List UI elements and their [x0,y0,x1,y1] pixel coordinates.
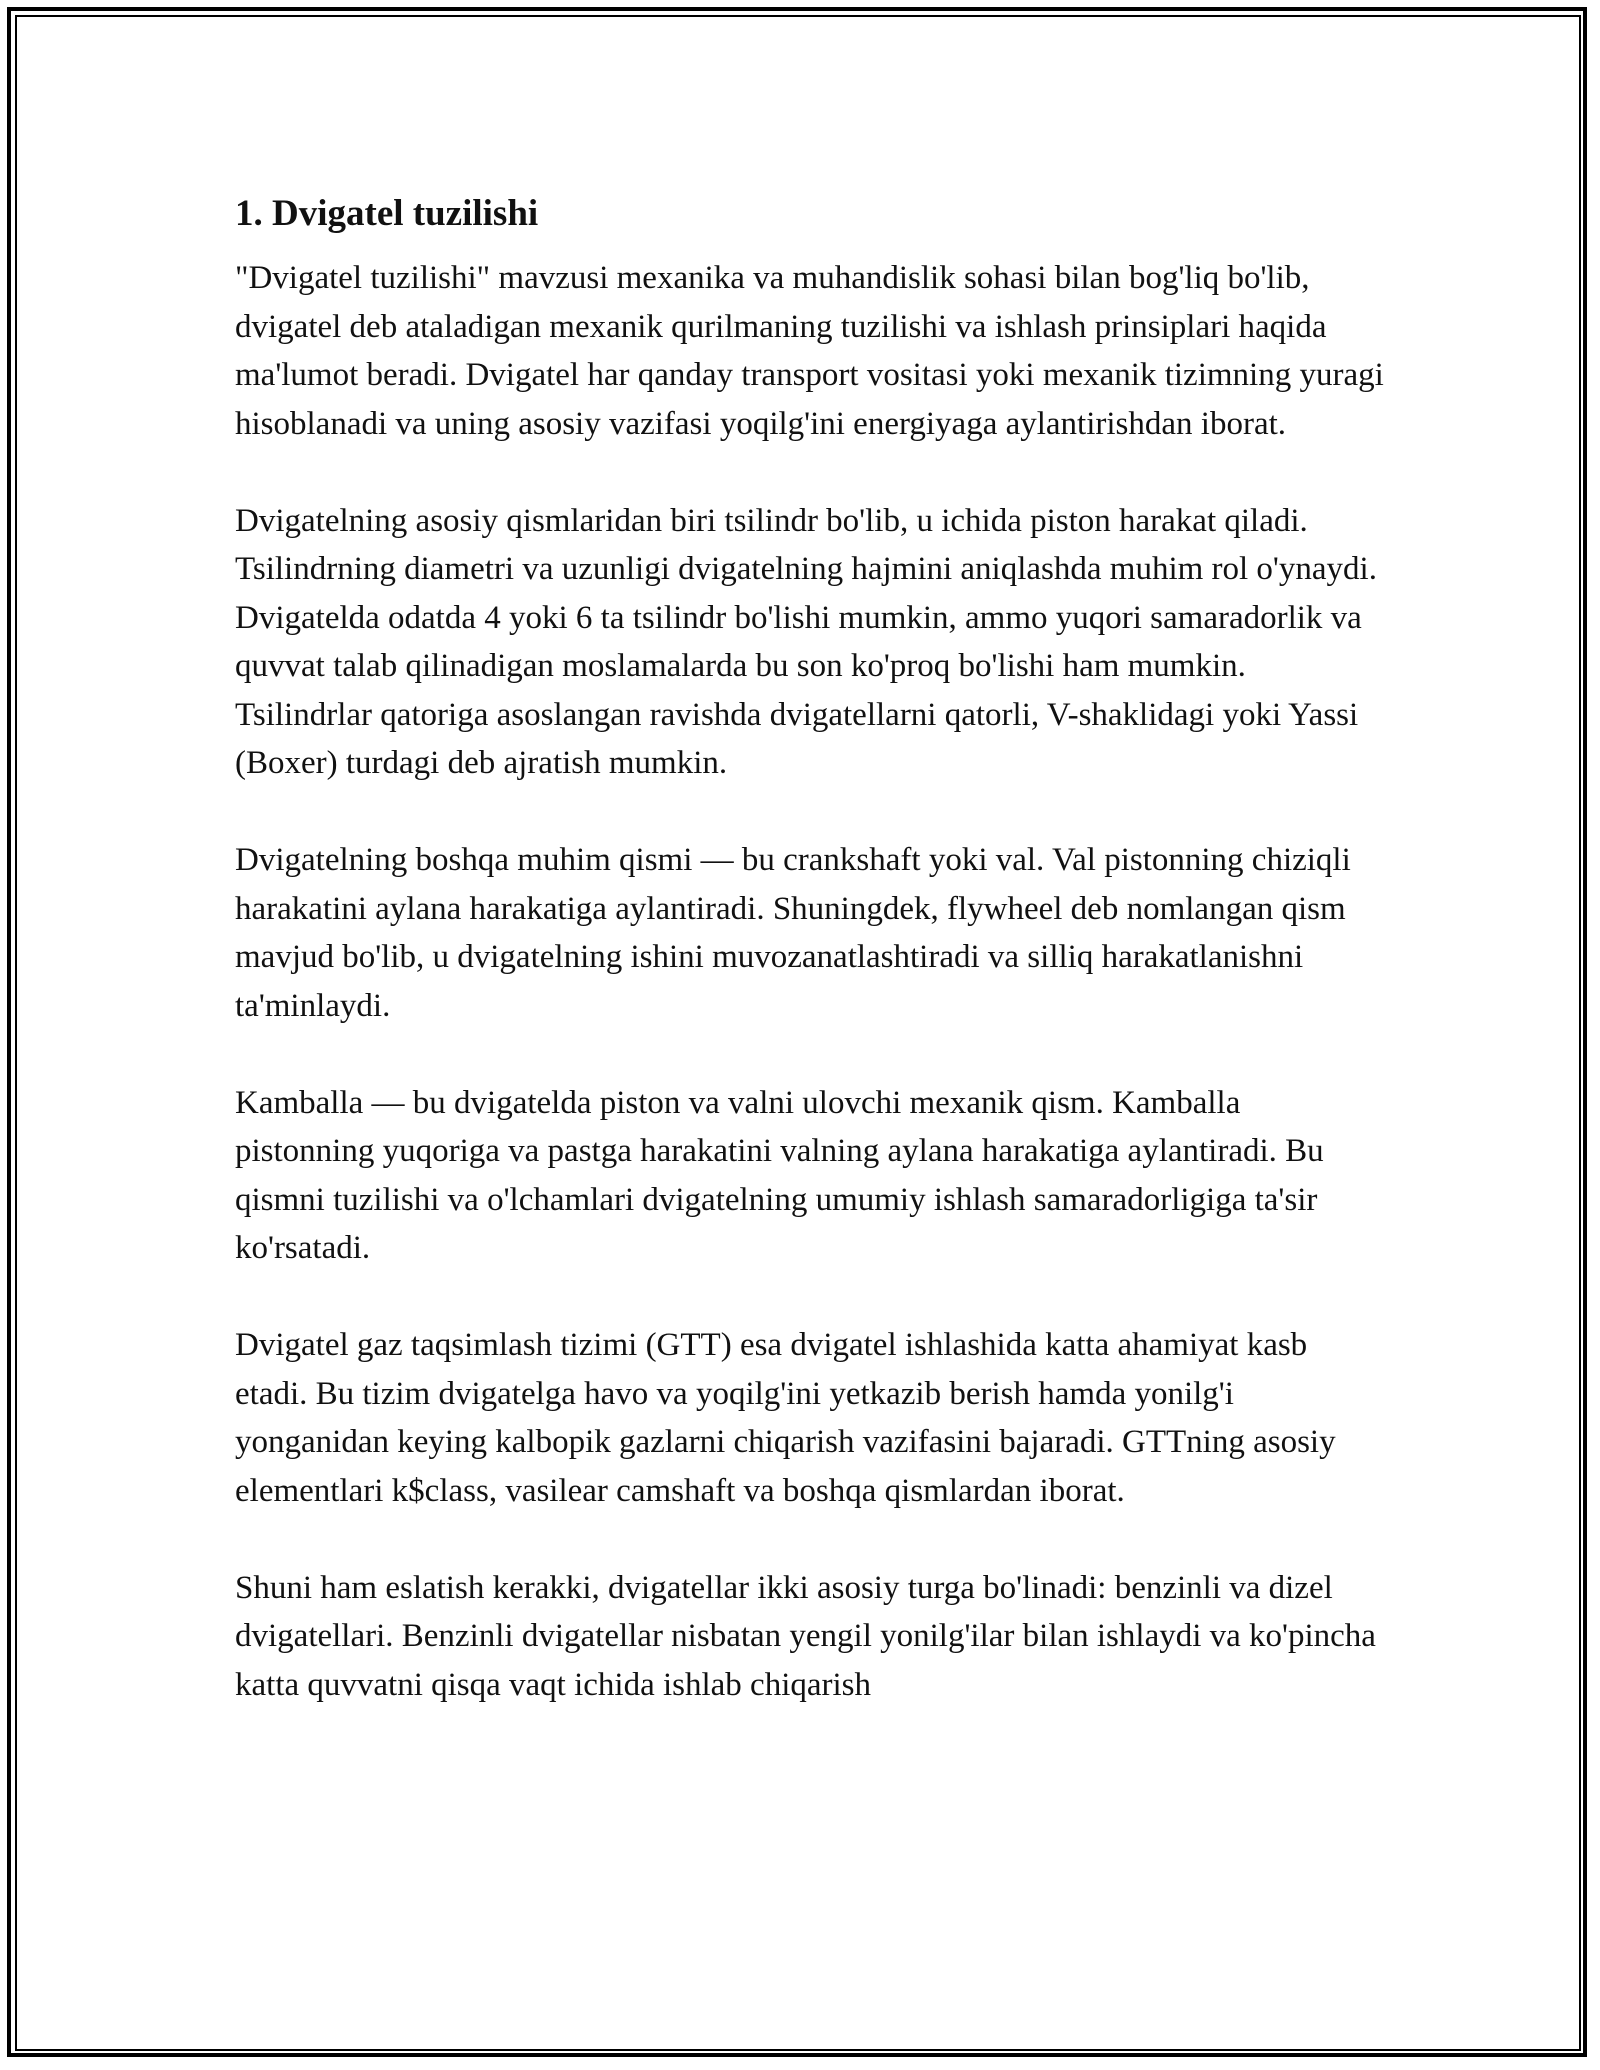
paragraph-gas-distribution: Dvigatel gaz taqsimlash tizimi (GTT) esa dvigatel ishlashida katta ahamiyat kasb etadi. Bu tizim dvigatelga havo va yoqilg'ini yetkazib berish hamda yonilg'i yonganidan keying kalbopik gazlarni chiqarish vazifasini bajaradi. GTTning asosiy elementlari k$class, vasilear camshaft va boshqa qismlardan iborat. [235,1327,1336,1509]
paragraph-cylinder: Dvigatelning asosiy qismlaridan biri tsilindr bo'lib, u ichida piston harakat qiladi. Tsilindrning diametri va uzunligi dvigatelning hajmini aniqlashda muhim rol o'ynaydi. Dvigatelda odatda 4 yoki 6 ta tsilindr bo'lishi mumkin, ammo yuqori samaradorlik va quvvat talab qilinadigan moslamalarda bu son ko'proq bo'lishi ham mumkin. Tsilindrlar qatoriga asoslangan ravishda dvigatellarni qatorli, V-shaklidagi yoki Yassi (Boxer) turdagi deb ajratish mumkin. [235,502,1377,781]
paragraph-crankshaft: Dvigatelning boshqa muhim qismi — bu crankshaft yoki val. Val pistonning chiziqli harakatini aylana harakatiga aylantiradi. Shuningdek, flywheel deb nomlangan qism mavjud bo'lib, u dvigatelning ishini muvozanatlashtiradi va silliq harakatlanishni ta'minlaydi. [235,842,1351,1024]
paragraph-intro: "Dvigatel tuzilishi" mavzusi mexanika va muhandislik sohasi bilan bog'liq bo'lib, dvigatel deb ataladigan mexanik qurilmaning tuzilishi va ishlash prinsiplari haqida ma'lumot beradi. Dvigatel har qanday transport vositasi yoki mexanik tizimning yuragi hisoblanadi va uning asosiy vazifasi yoqilg'ini energiyaga aylantirishdan iborat. [235,260,1384,442]
section-heading: 1. Dvigatel tuzilishi [235,193,539,234]
document-body [235,186,1385,1758]
paragraph-connecting-rod: Kamballa — bu dvigatelda piston va valni ulovchi mexanik qism. Kamballa pistonning yuqoriga va pastga harakatini valning aylana harakatiga aylantiradi. Bu qismni tuzilishi va o'lchamlari dvigatelning umumiy ishlash samaradorligiga ta'sir ko'rsatadi. [235,1084,1324,1266]
paragraph-engine-types: Shuni ham eslatish kerakki, dvigatellar ikki asosiy turga bo'linadi: benzinli va dizel dvigatellari. Benzinli dvigatellar nisbatan yengil yonilg'ilar bilan ishlaydi va ko'pincha katta quvvatni qisqa vaqt ichida ishlab chiqarish [235,1569,1376,1703]
